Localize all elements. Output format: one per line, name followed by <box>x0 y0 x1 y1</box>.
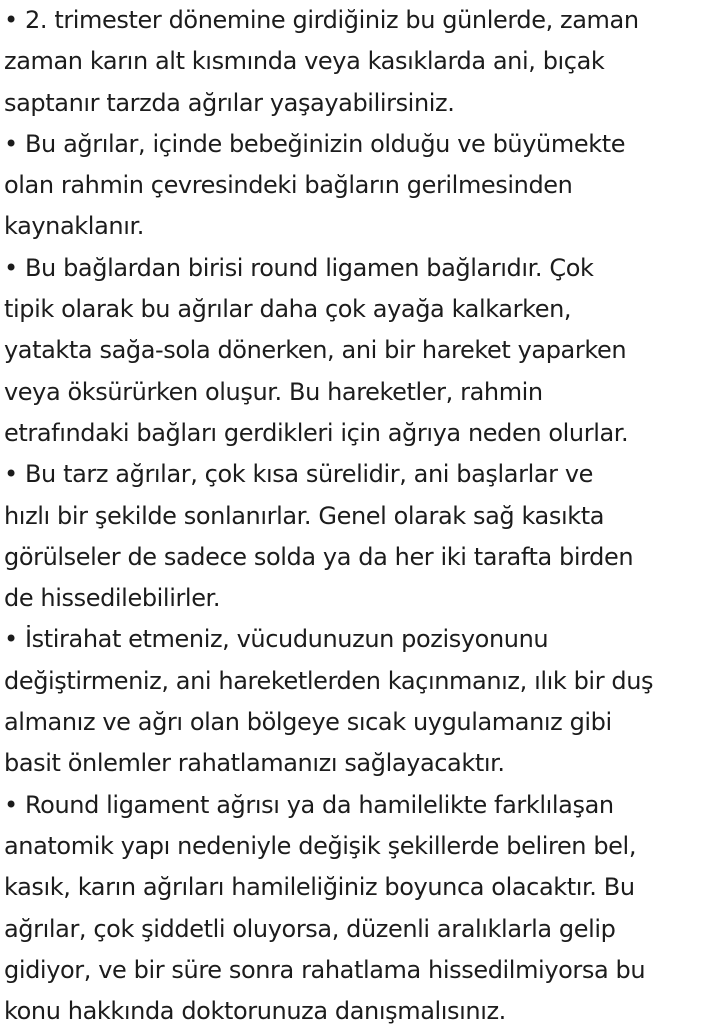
text-line: görülseler de sadece solda ya da her iki tarafta birden <box>4 542 634 571</box>
text-line: konu hakkında doktorunuza danışmalısınız. <box>4 997 506 1026</box>
text-line: basit önlemler rahatlamanızı sağlayacaktır. <box>4 749 505 778</box>
text-line: • Bu bağlardan birisi round ligamen bağlarıdır. Çok <box>4 253 594 282</box>
text-line: veya öksürürken oluşur. Bu hareketler, rahmin <box>4 377 543 406</box>
text-line: anatomik yapı nedeniyle değişik şekillerde beliren bel, <box>4 831 637 860</box>
text-line: • Bu tarz ağrılar, çok kısa sürelidir, ani başlarlar ve <box>4 460 594 489</box>
article-body <box>4 0 708 1032</box>
text-line: olan rahmin çevresindeki bağların gerilmesinden <box>4 171 573 200</box>
text-line: • İstirahat etmeniz, vücudunuzun pozisyonunu <box>4 625 549 654</box>
text-line: zaman karın alt kısmında veya kasıklarda ani, bıçak <box>4 47 605 76</box>
text-line: gidiyor, ve bir süre sonra rahatlama hissedilmiyorsa bu <box>4 955 646 984</box>
text-line: hızlı bir şekilde sonlanırlar. Genel olarak sağ kasıkta <box>4 501 605 530</box>
paragraph-second-trimester-pain <box>4 0 708 124</box>
text-line: de hissedilebilirler. <box>4 584 221 613</box>
paragraph-pain-duration <box>4 454 708 619</box>
text-line: almanız ve ağrı olan bölgeye sıcak uygulamanız gibi <box>4 708 612 737</box>
text-line: saptanır tarzda ağrılar yaşayabilirsiniz. <box>4 88 455 117</box>
paragraph-round-ligament <box>4 248 708 454</box>
text-line: kaynaklanır. <box>4 212 144 241</box>
text-line: değiştirmeniz, ani hareketlerden kaçınmanız, ılık bir duş <box>4 666 654 695</box>
paragraph-consult-doctor <box>4 785 708 1032</box>
text-line: yatakta sağa-sola dönerken, ani bir hareket yaparken <box>4 336 627 365</box>
paragraph-ligament-stretch <box>4 124 708 248</box>
text-line: • Round ligament ağrısı ya da hamilelikte farklılaşan <box>4 790 614 819</box>
text-line: tipik olarak bu ağrılar daha çok ayağa kalkarken, <box>4 295 572 324</box>
text-line: ağrılar, çok şiddetli oluyorsa, düzenli aralıklarla gelip <box>4 914 616 943</box>
paragraph-relief-measures <box>4 619 708 784</box>
text-line: etrafındaki bağları gerdikleri için ağrıya neden olurlar. <box>4 418 629 447</box>
text-line: • 2. trimester dönemine girdiğiniz bu günlerde, zaman <box>4 6 639 34</box>
text-line: kasık, karın ağrıları hamileliğiniz boyunca olacaktır. Bu <box>4 873 635 902</box>
text-line: • Bu ağrılar, içinde bebeğinizin olduğu ve büyümekte <box>4 129 626 158</box>
